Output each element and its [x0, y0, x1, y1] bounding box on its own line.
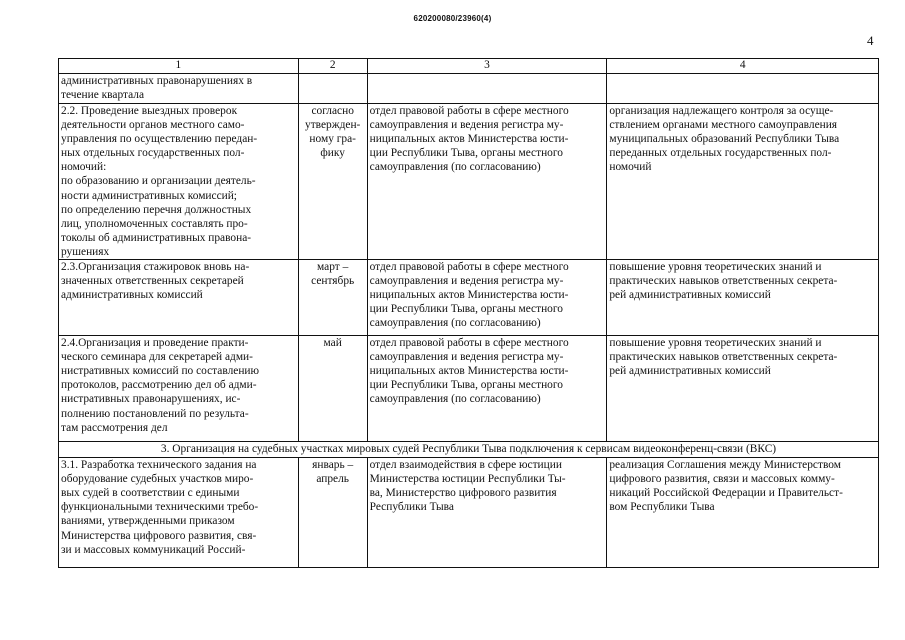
cell-text-line: лиц, уполномоченных составлять про-: [61, 217, 248, 230]
table-row: [59, 104, 879, 260]
cell-text-line: Министерства юстиции Республики Ты-: [369, 473, 566, 486]
cell-text-line: муниципальных образований Республики Тыва: [609, 133, 840, 146]
cell-text-line: май: [323, 337, 342, 350]
cell-text-line: административных правонарушениях в: [61, 75, 253, 87]
cell-text-line: самоуправления и ведения регистра му-: [369, 351, 564, 364]
cell-result: [607, 260, 879, 336]
cell-text-line: отдел правовой работы в сфере местного: [369, 337, 569, 350]
cell-text-line: январь –: [312, 459, 354, 472]
cell-text-line: утвержден-: [305, 119, 361, 132]
cell-text-line: ции Республики Тыва, органы местного: [369, 303, 563, 316]
cell-text-line: течение квартала: [61, 89, 145, 102]
cell-text-line: зи и массовых коммуникаций Россий-: [61, 543, 246, 556]
cell-text-line: никаций Российской Федерации и Правительст-: [609, 487, 843, 500]
section-title: 3. Организация на судебных участках мировых судей Республики Тыва подключения к сервисам видеоконференц-связи (ВКС): [59, 442, 879, 458]
cell-deadline: [298, 74, 367, 104]
cell-text-line: рушениях: [61, 245, 110, 258]
cell-responsible: [367, 260, 607, 336]
cell-text-line: ниципальных актов Министерства юсти-: [369, 365, 569, 378]
cell-text-line: рей административных комиссий: [609, 289, 771, 302]
cell-text-line: ческого семинара для секретарей адми-: [61, 351, 253, 364]
cell-text-line: реализация Соглашения между Министерством: [609, 459, 841, 472]
cell-text-line: самоуправления (по согласованию): [369, 393, 541, 406]
cell-text-line: фику: [320, 147, 345, 160]
cell-text-line: полнению постановлений по результа-: [61, 407, 249, 420]
cell-text-line: ции Республики Тыва, органы местного: [369, 379, 563, 392]
plan-table: [58, 58, 879, 568]
cell-result: [607, 74, 879, 104]
cell-deadline: [298, 336, 367, 442]
cell-activity: [59, 74, 299, 104]
column-header-2: 2: [298, 59, 367, 74]
cell-text-line: там рассмотрения дел: [61, 421, 168, 434]
cell-text-line: Министерства цифрового развития, свя-: [61, 529, 257, 542]
cell-text-line: практических навыков ответственных секрета-: [609, 275, 838, 288]
cell-responsible: [367, 74, 607, 104]
cell-text-line: нистративных правонарушениях, ис-: [61, 393, 241, 406]
column-header-1: 1: [59, 59, 299, 74]
cell-activity: [59, 260, 299, 336]
cell-text-line: самоуправления и ведения регистра му-: [369, 275, 564, 288]
table-row: [59, 336, 879, 442]
table-header-row: [59, 59, 879, 74]
cell-text-line: ва, Министерство цифрового развития: [369, 487, 557, 500]
cell-deadline: [298, 104, 367, 260]
table-row: [59, 74, 879, 104]
cell-text-line: вых судей в соответствии с едиными: [61, 487, 240, 500]
cell-result: [607, 458, 879, 568]
cell-text-line: переданных отдельных государственных пол-: [609, 147, 832, 160]
cell-text-line: 3.1. Разработка технического задания на: [61, 459, 257, 472]
cell-text-line: повышение уровня теоретических знаний и: [609, 261, 822, 274]
cell-text-line: оборудование судебных участков миро-: [61, 473, 254, 486]
cell-text-line: отдел взаимодействия в сфере юстиции: [369, 459, 562, 472]
cell-text-line: 2.2. Проведение выездных проверок: [61, 105, 238, 117]
cell-text-line: самоуправления и ведения регистра му-: [369, 119, 564, 132]
cell-text-line: ции Республики Тыва, органы местного: [369, 147, 563, 160]
cell-text-line: март –: [317, 261, 349, 274]
cell-deadline: [298, 458, 367, 568]
cell-text-line: вом Республики Тыва: [609, 501, 715, 514]
cell-text-line: рей административных комиссий: [609, 365, 771, 378]
document-number: 620200080/23960(4): [413, 14, 492, 23]
cell-text-line: Республики Тыва: [369, 501, 454, 514]
cell-text-line: значенных ответственных секретарей: [61, 275, 244, 288]
cell-text-line: деятельности органов местного само-: [61, 119, 245, 132]
cell-text-line: управления по осуществлению передан-: [61, 133, 258, 146]
column-header-4: 4: [607, 59, 879, 74]
section-header-row: [59, 442, 879, 458]
cell-text-line: цифрового развития, связи и массовых комму-: [609, 473, 835, 486]
cell-text-line: ваниями, утвержденными приказом: [61, 515, 235, 528]
cell-text-line: протоколов, рассмотрению дел об адми-: [61, 379, 257, 392]
cell-text-line: согласно: [311, 105, 354, 117]
column-header-3: 3: [367, 59, 607, 74]
cell-text-line: ному гра-: [309, 133, 356, 146]
table-row: [59, 458, 879, 568]
cell-text-line: 2.3.Организация стажировок вновь на-: [61, 261, 250, 274]
cell-result: [607, 104, 879, 260]
cell-text-line: апрель: [316, 473, 349, 486]
cell-result: [607, 336, 879, 442]
cell-text-line: повышение уровня теоретических знаний и: [609, 337, 822, 350]
cell-text-line: нистративных комиссий по составлению: [61, 365, 260, 378]
cell-text-line: ных отдельных государственных пол-: [61, 147, 245, 160]
cell-responsible: [367, 336, 607, 442]
page-number: 4: [867, 33, 874, 48]
cell-text-line: ности административных комиссий;: [61, 189, 237, 202]
cell-text-line: самоуправления (по согласованию): [369, 161, 541, 174]
cell-text-line: административных комиссий: [61, 289, 203, 302]
cell-activity: [59, 104, 299, 260]
cell-text-line: ствлением органами местного самоуправления: [609, 119, 838, 132]
cell-text-line: отдел правовой работы в сфере местного: [369, 261, 569, 274]
cell-text-line: сентябрь: [311, 275, 355, 288]
cell-text-line: номочий: [609, 161, 652, 174]
cell-text-line: отдел правовой работы в сфере местного: [369, 105, 569, 117]
cell-activity: [59, 336, 299, 442]
cell-text-line: по определению перечня должностных: [61, 203, 252, 216]
cell-text-line: 2.4.Организация и проведение практи-: [61, 337, 249, 350]
cell-text-line: ниципальных актов Министерства юсти-: [369, 133, 569, 146]
cell-text-line: номочий:: [61, 161, 107, 174]
cell-text-line: самоуправления (по согласованию): [369, 317, 541, 330]
cell-text-line: функциональными техническими требо-: [61, 501, 259, 514]
cell-responsible: [367, 104, 607, 260]
cell-activity: [59, 458, 299, 568]
cell-responsible: [367, 458, 607, 568]
cell-text-line: по образованию и организации деятель-: [61, 175, 256, 188]
cell-text-line: практических навыков ответственных секрета-: [609, 351, 838, 364]
table-row: [59, 260, 879, 336]
cell-deadline: [298, 260, 367, 336]
cell-text-line: токолы об административных правона-: [61, 231, 252, 244]
cell-text-line: организация надлежащего контроля за осуще-: [609, 105, 834, 117]
cell-text-line: ниципальных актов Министерства юсти-: [369, 289, 569, 302]
